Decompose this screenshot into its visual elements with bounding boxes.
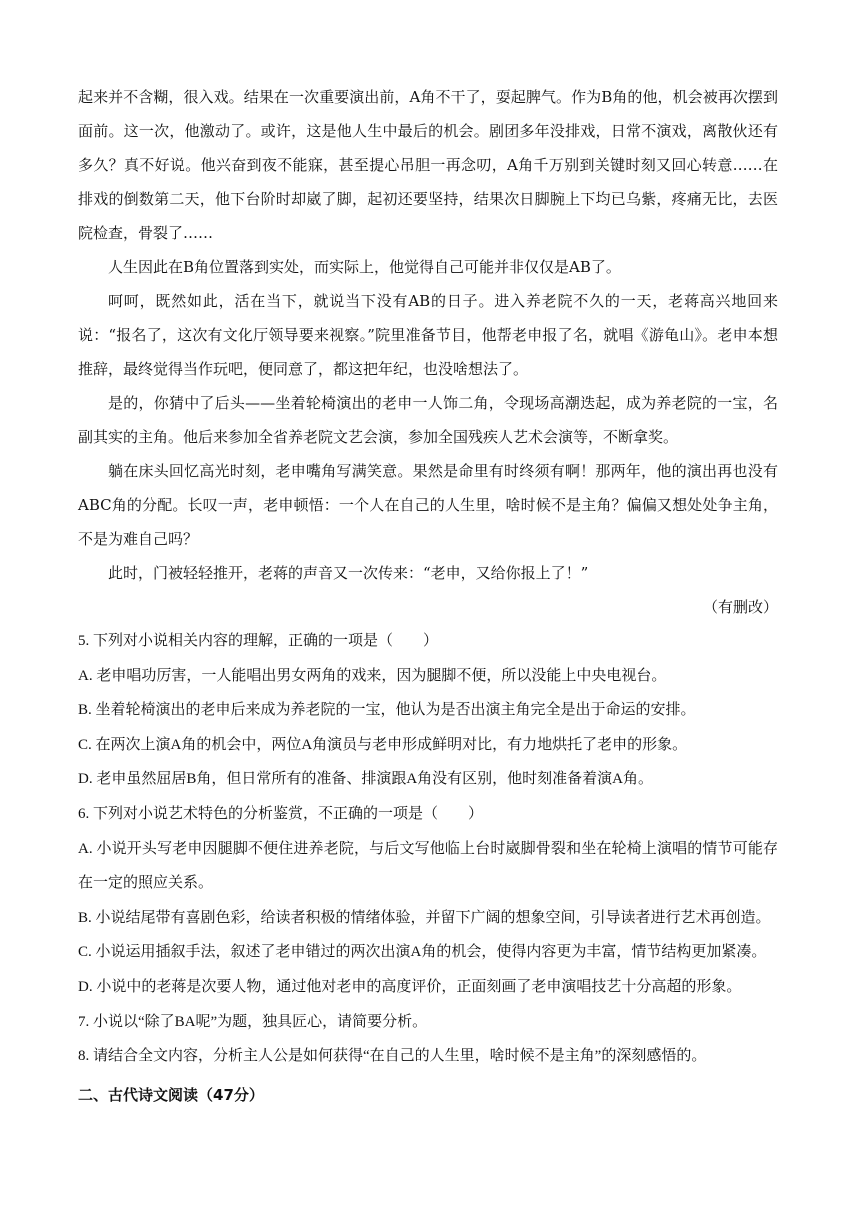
question-5-stem: 5. 下列对小说相关内容的理解，正确的一项是（ ）	[78, 633, 439, 649]
question-5-option-a: A. 老申唱功厉害，一人能唱出男女两角的戏来，因为腿脚不便，所以没能上中央电视台。	[78, 667, 667, 684]
story-paragraph: 呵呵，既然如此，活在当下，就说当下没有AB的日子。进入养老院不久的一天，老蒋高兴地回来说：“报名了，这次有文化厅领导要来视察。”院里准备节目，他帮老申报了名，就唱《游龟山》。老申本想推辞，最终觉得当作玩吧，便同意了，都这把年纪，也没啥想法了。	[78, 292, 778, 378]
story-paragraph: 躺在床头回忆高光时刻，老申嘴角写满笑意。果然是命里有时终须有啊！那两年，他的演出再也没有ABC角的分配。长叹一声，老申顿悟：一个人在自己的人生里，啥时候不是主角？偏偏又想处处争主角，不是为难自己吗？	[78, 462, 778, 548]
story-paragraph: 人生因此在B角位置落到实处，而实际上，他觉得自己可能并非仅仅是AB了。	[108, 258, 621, 276]
question-6-option-a: A. 小说开头写老申因腿脚不便住进养老院，与后文写他临上台时崴脚骨裂和坐在轮椅上演唱的情节可能存在一定的照应关系。	[78, 840, 778, 892]
question-7: 7. 小说以“除了BA呢”为题，独具匠心，请简要分析。	[78, 1013, 428, 1030]
question-6-stem: 6. 下列对小说艺术特色的分析鉴赏，不正确的一项是（ ）	[78, 805, 484, 822]
question-6-option-c: C. 小说运用插叙手法，叙述了老申错过的两次出演A角的机会，使得内容更为丰富，情节结构更加紧凑。	[78, 944, 767, 961]
story-text	[78, 80, 778, 624]
question-8: 8. 请结合全文内容，分析主人公是如何获得“在自己的人生里，啥时候不是主角”的深刻感悟的。	[78, 1048, 707, 1065]
question-5-option-c: C. 在两次上演A角的机会中，两位A角演员与老申形成鲜明对比，有力地烘托了老申的形象。	[78, 736, 688, 753]
story-paragraph: 此时，门被轻轻推开，老蒋的声音又一次传来：“老申，又给你报上了！”	[108, 564, 589, 582]
section-heading: 二、古代诗文阅读（47分）	[78, 1085, 264, 1104]
question-5-option-d: D. 老申虽然屈居B角，但日常所有的准备、排演跟A角没有区别，他时刻准备着演A角。	[78, 771, 654, 788]
question-list	[78, 624, 778, 1074]
question-6-option-b: B. 小说结尾带有喜剧色彩，给读者积极的情绪体验，并留下广阔的想象空间，引导读者进行艺术再创造。	[78, 909, 771, 926]
story-paragraph: 是的，你猜中了后头——坐着轮椅演出的老申一人饰二角，令现场高潮迭起，成为养老院的一宝，名副其实的主角。他后来参加全省养老院文艺会演，参加全国残疾人艺术会演等，不断拿奖。	[78, 394, 778, 446]
edit-note: （有删改）	[702, 598, 778, 616]
story-paragraph: 起来并不含糊，很入戏。结果在一次重要演出前，A角不干了，耍起脾气。作为B角的他，机会被再次摆到面前。这一次，他激动了。或许，这是他人生中最后的机会。剧团多年没排戏，日常不演戏，离散伙还有多久？真不好说。他兴奋到夜不能寐，甚至提心吊胆一再念叨，A角千万别到关键时刻又回心转意……在排戏的倒数第二天，他下台阶时却崴了脚，起初还要坚持，结果次日脚腕上下均已乌紫，疼痛无比，去医院检查，骨裂了……	[78, 88, 778, 242]
question-5-option-b: B. 坐着轮椅演出的老申后来成为养老院的一宝，他认为是否出演主角完全是出于命运的安排。	[78, 702, 696, 719]
document-page	[78, 80, 778, 1112]
question-6-option-d: D. 小说中的老蒋是次要人物，通过他对老申的高度评价，正面刻画了老申演唱技艺十分高超的形象。	[78, 978, 742, 995]
